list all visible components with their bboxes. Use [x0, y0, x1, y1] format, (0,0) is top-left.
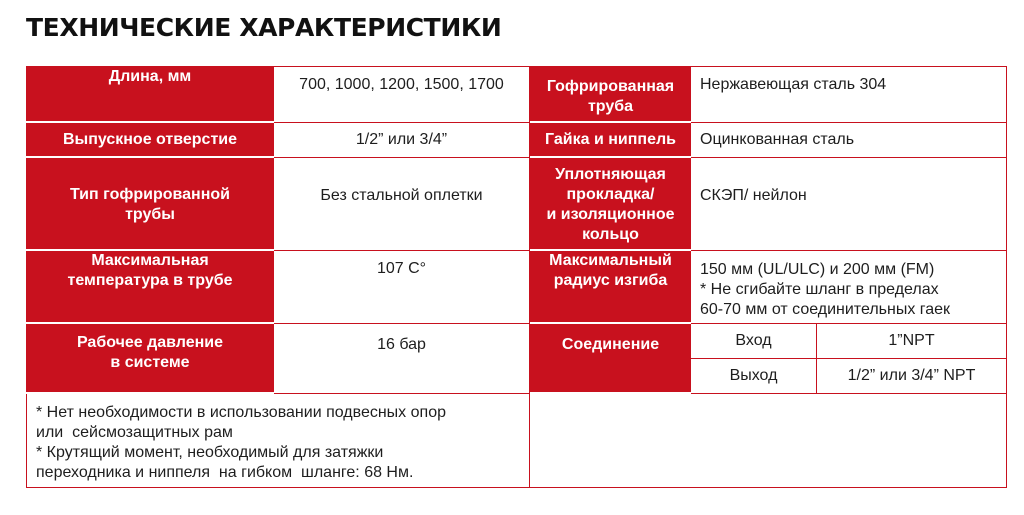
- gasket-label: Уплотняющая прокладка/ и изоляционное кольцо: [530, 158, 691, 249]
- corrugated-label: Гофрированная труба: [530, 67, 691, 121]
- tube-type-label: Тип гофрированной трубы: [26, 158, 274, 249]
- corrugated-value: Нержавеющая сталь 304: [691, 67, 1007, 123]
- table-right-border: [1006, 66, 1007, 488]
- notes-block: [26, 394, 530, 488]
- max-temp-value: 107 С°: [274, 251, 530, 324]
- gasket-value: СКЭП/ нейлон: [691, 158, 1007, 251]
- length-label: Длина, мм: [26, 67, 274, 121]
- note-line: или сейсмозащитных рам: [36, 424, 233, 441]
- connection-label: Соединение: [530, 324, 691, 392]
- page-title: ТЕХНИЧЕСКИЕ ХАРАКТЕРИСТИКИ: [26, 13, 502, 42]
- tube-type-value: Без стальной оплетки: [274, 158, 530, 251]
- max-temp-label: Максимальная температура в трубе: [26, 251, 274, 322]
- note-line: * Нет необходимости в использовании подвесных опор: [36, 404, 446, 421]
- inlet-label: Вход: [691, 324, 817, 359]
- outlet-label: Выпускное отверстие: [26, 123, 274, 156]
- empty-cell: [530, 394, 1007, 488]
- outlet2-value: 1/2” или 3/4” NPT: [817, 359, 1007, 394]
- nut-label: Гайка и ниппель: [530, 123, 691, 156]
- note-line: * Крутящий момент, необходимый для затяжки: [36, 444, 384, 461]
- pressure-label: Рабочее давление в системе: [26, 324, 274, 392]
- inlet-value: 1”NPT: [817, 324, 1007, 359]
- bend-value: 150 мм (UL/ULC) и 200 мм (FM) * Не сгибайте шланг в пределах 60-70 мм от соединительных гаек: [691, 251, 1007, 324]
- length-value: 700, 1000, 1200, 1500, 1700: [274, 67, 530, 123]
- bend-label: Максимальный радиус изгиба: [530, 251, 691, 322]
- pressure-value: 16 бар: [274, 324, 530, 394]
- outlet2-label: Выход: [691, 359, 817, 394]
- note-line: переходника и ниппеля на гибком шланге: 68 Нм.: [36, 464, 414, 481]
- outlet-value: 1/2” или 3/4”: [274, 123, 530, 158]
- nut-value: Оцинкованная сталь: [691, 123, 1007, 158]
